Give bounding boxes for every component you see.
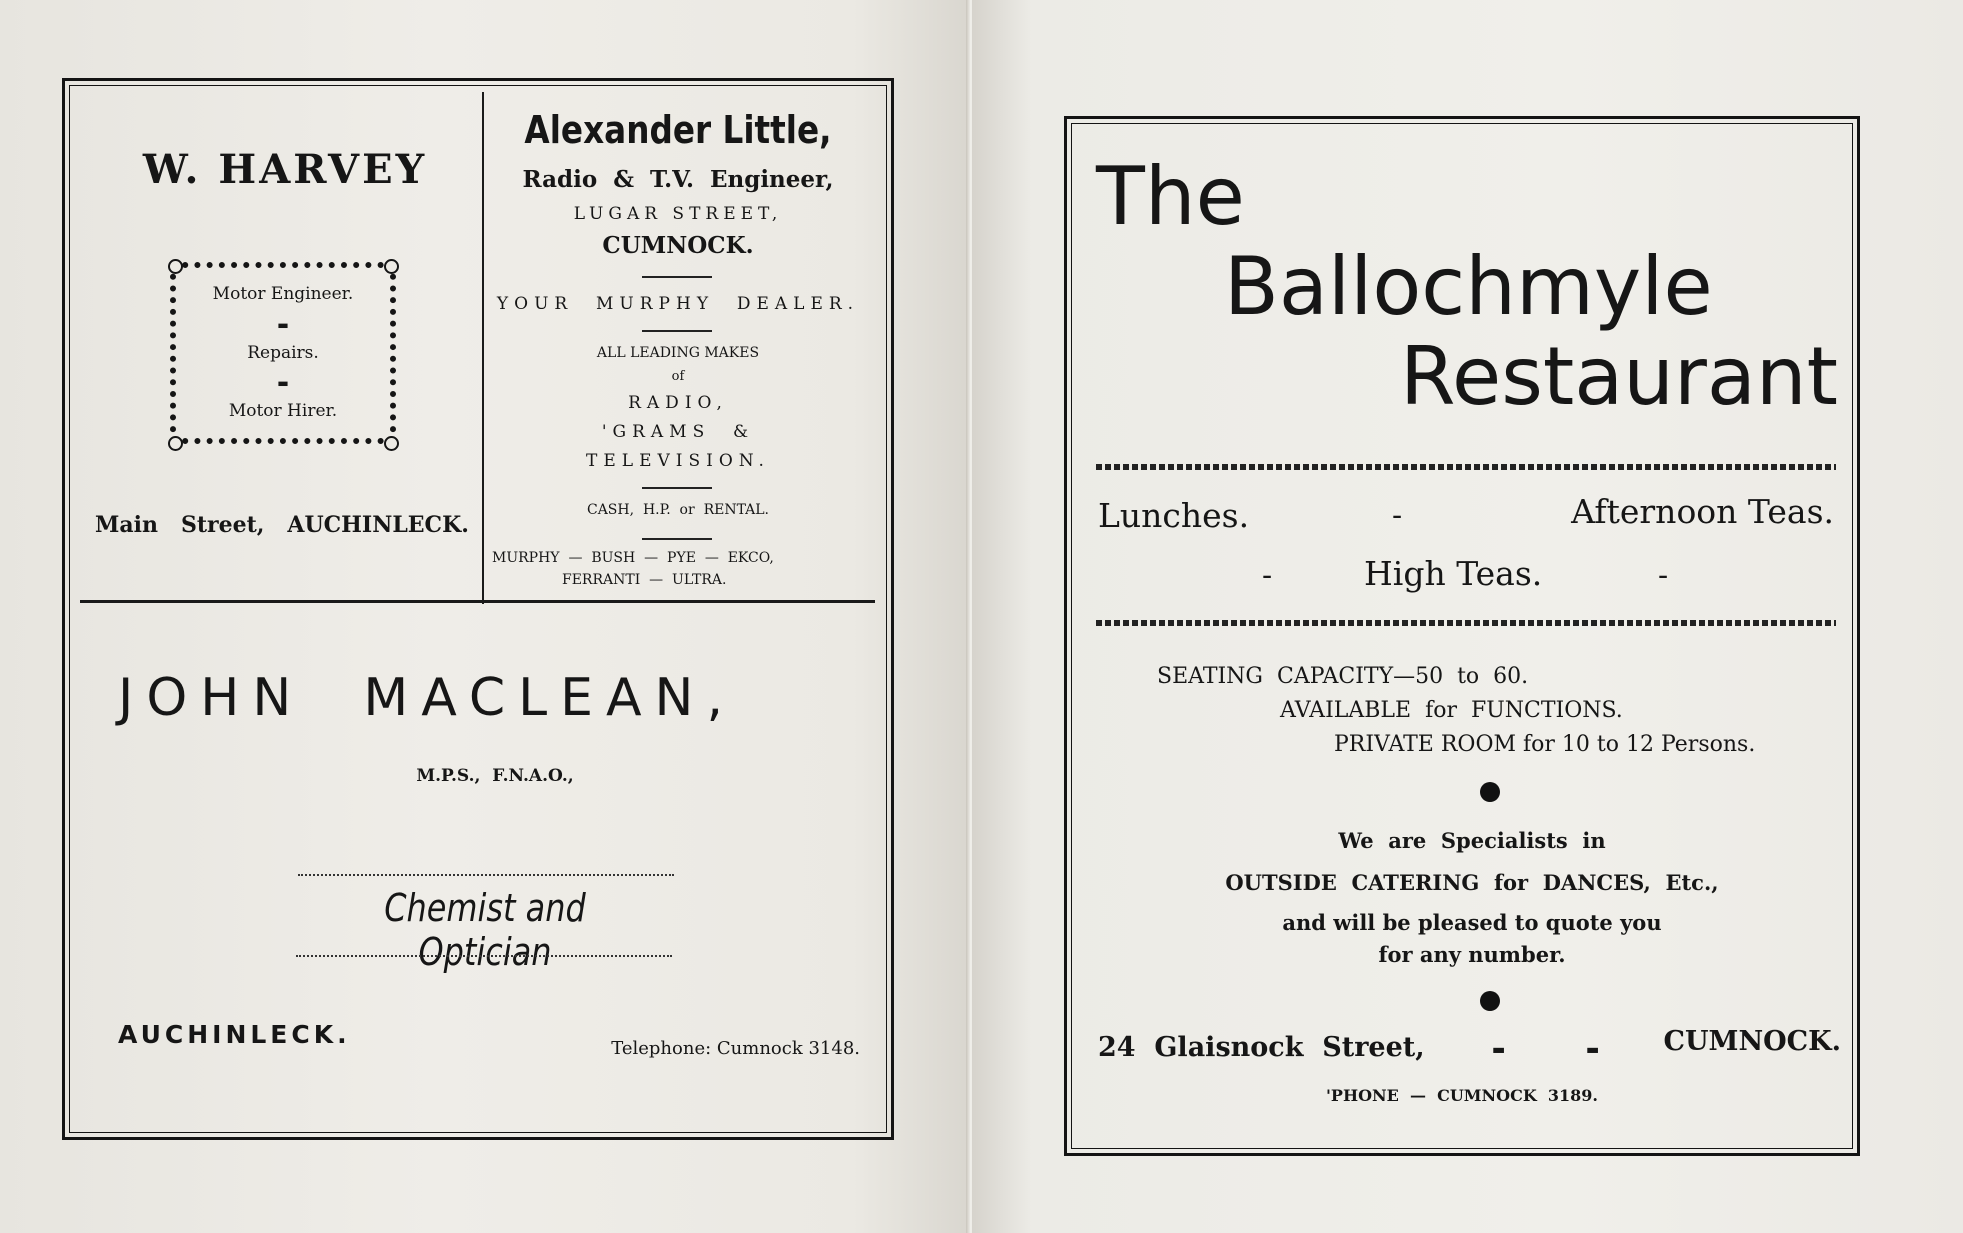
quote-line: and will be pleased to quote you [1282,910,1662,935]
harvey-service-3: Motor Hirer. [228,401,338,421]
little-payment: CASH, H.P. or RENTAL. [586,502,770,518]
meal-high-teas: High Teas. [1364,554,1543,593]
dash: - [1392,498,1403,533]
dash: - [1658,558,1669,593]
dotted-rule [296,955,672,957]
separator-rule [642,538,712,540]
bullet-dot [1480,782,1500,802]
maclean-name: JOHN MACLEAN, [118,668,736,728]
separator-rule [642,487,712,489]
bullet-dot [1480,991,1500,1011]
dash: - [1262,558,1273,593]
separator-rule [642,330,712,332]
little-brands-line1: MURPHY — BUSH — PYE — EKCO, [492,550,774,566]
little-makes-intro: ALL LEADING MAKES [596,345,760,361]
little-product-television: TELEVISION. [586,451,770,471]
right-page [972,0,1963,1233]
harvey-service-2: Repairs. [247,343,319,363]
meal-afternoon-teas: Afternoon Teas. [1571,492,1834,531]
little-name: Alexander Little, [524,108,832,152]
maclean-qualifications: M.P.S., F.N.A.O., [416,766,574,786]
little-product-grams: 'GRAMS & [601,422,755,442]
restaurant-phone: 'PHONE — CUMNOCK 3189. [1326,1086,1598,1105]
dotted-rule [298,874,674,876]
harvey-address: Main Street, AUCHINLECK. [95,512,469,538]
restaurant-title-the: The [1096,150,1245,243]
vertical-divider [482,92,484,604]
restaurant-title-ballochmyle: Ballochmyle [1224,240,1713,333]
harvey-name: W. HARVEY [142,146,428,193]
any-number: for any number. [1378,942,1566,967]
little-brands-line2: FERRANTI — ULTRA. [562,572,727,588]
box-corner-ornament [168,436,183,451]
restaurant-address: 24 Glaisnock Street, [1098,1032,1425,1063]
private-room: PRIVATE ROOM for 10 to 12 Persons. [1334,732,1756,757]
ornament-dash: ▬ [1492,1042,1506,1058]
left-page [0,0,970,1233]
ornament-dash: ▬ [277,376,289,390]
separator-rule [642,276,712,278]
maclean-profession: Chemist and Optician [384,886,586,974]
little-makes-of: of [671,369,685,384]
horizontal-divider [80,600,875,603]
restaurant-title-restaurant: Restaurant [1400,330,1838,423]
ornament-dash: ▬ [1586,1042,1600,1058]
little-trade: Radio & T.V. Engineer, [522,166,834,193]
specialists: We are Specialists in [1338,828,1606,853]
little-product-radio: RADIO, [628,393,728,413]
seating-capacity: SEATING CAPACITY—50 to 60. [1157,664,1529,689]
maclean-town: AUCHINLECK. [118,1020,351,1049]
ornament-dash: ▬ [277,318,289,332]
harvey-service-1: Motor Engineer. [212,284,354,304]
maclean-telephone: Telephone: Cumnock 3148. [611,1038,860,1059]
box-corner-ornament [384,259,399,274]
box-corner-ornament [168,259,183,274]
meal-lunches: Lunches. [1098,496,1250,535]
wavy-rule [1096,620,1836,626]
wavy-rule [1096,464,1836,470]
restaurant-town: CUMNOCK. [1663,1026,1841,1057]
available-functions: AVAILABLE for FUNCTIONS. [1280,698,1623,723]
box-corner-ornament [384,436,399,451]
outside-catering: OUTSIDE CATERING for DANCES, Etc., [1225,870,1719,895]
little-town: CUMNOCK. [602,232,754,259]
little-dealer: YOUR MURPHY DEALER. [496,294,860,314]
little-street: LUGAR STREET, [573,204,783,224]
